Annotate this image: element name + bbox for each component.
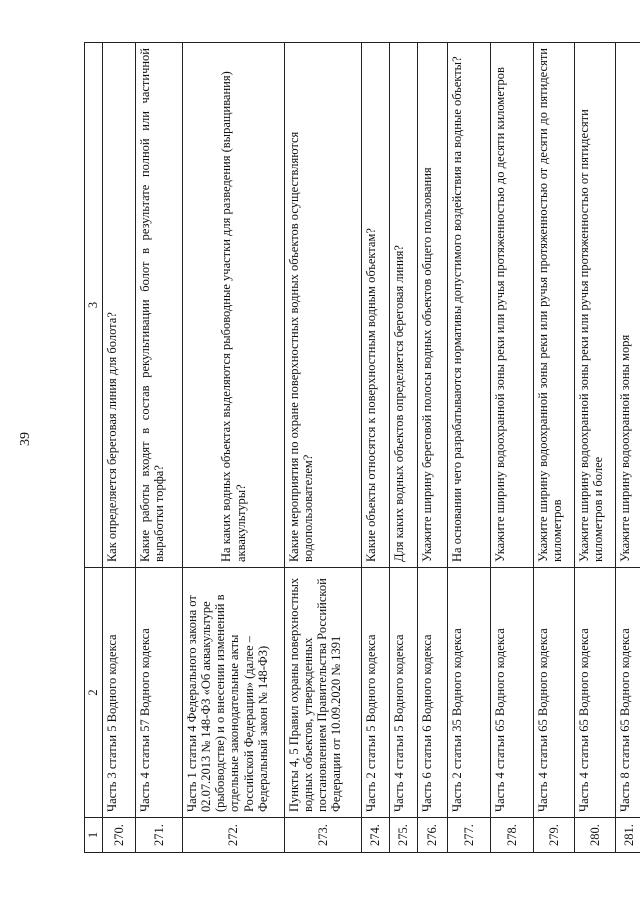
page-number: 39 — [18, 432, 33, 446]
row-basis: Часть 8 статьи 65 Водного кодекса — [616, 568, 640, 818]
row-basis: Часть 1 статьи 4 Федерального закона от 02.07.2013 № 148-ФЗ «Об аквакультуре (рыбоводстве) и о внесении изменений в отдельные законодательные акты Российской Федерации» (далее – Федеральный закон № 148-ФЗ) — [183, 568, 285, 818]
questions-table — [84, 42, 640, 853]
column-header-number: 1 — [85, 818, 103, 853]
row-number: 272. — [183, 818, 285, 853]
table-row — [183, 43, 285, 853]
row-number: 271. — [136, 818, 183, 853]
row-basis: Часть 4 статьи 65 Водного кодекса — [491, 568, 534, 818]
row-number: 274. — [362, 818, 390, 853]
row-question: Для каких водных объектов определяется береговая линия? — [390, 43, 418, 568]
row-question: Укажите ширину береговой полосы водных объектов общего пользования — [418, 43, 448, 568]
row-question: Какие работы входят в состав рекультивации болот в результате полной или частичной выработки торфа? — [136, 43, 183, 568]
table-row — [136, 43, 183, 853]
table-row — [362, 43, 390, 853]
row-number: 278. — [491, 818, 534, 853]
row-number: 270. — [103, 818, 136, 853]
table-row — [418, 43, 448, 853]
row-question: Укажите ширину водоохранной зоны моря — [616, 43, 640, 568]
row-basis: Часть 3 статьи 5 Водного кодекса — [103, 568, 136, 818]
row-number: 279. — [534, 818, 575, 853]
table-row — [103, 43, 136, 853]
row-question: Какие объекты относятся к поверхностным водным объектам? — [362, 43, 390, 568]
row-question: Какие мероприятия по охране поверхностных водных объектов осуществляются водопользователем? — [285, 43, 362, 568]
table-row — [448, 43, 491, 853]
row-question: Как определяется береговая линия для болота? — [103, 43, 136, 568]
rotated-page — [84, 43, 637, 853]
row-basis: Часть 2 статьи 35 Водного кодекса — [448, 568, 491, 818]
table-row — [491, 43, 534, 853]
row-number: 273. — [285, 818, 362, 853]
row-basis: Часть 4 статьи 57 Водного кодекса — [136, 568, 183, 818]
row-number: 280. — [575, 818, 616, 853]
row-basis: Пункты 4, 5 Правил охраны поверхностных водных объектов, утвержденных постановлением Правительства Российской Федерации от 10.09.2020 № 1391 — [285, 568, 362, 818]
table-row — [534, 43, 575, 853]
row-number: 276. — [418, 818, 448, 853]
row-number: 281. — [616, 818, 640, 853]
row-question: На каких водных объектах выделяются рыбоводные участки для разведения (выращивания) аквакультуры? — [183, 43, 285, 568]
table-row — [616, 43, 640, 853]
row-number: 277. — [448, 818, 491, 853]
row-basis: Часть 4 статьи 5 Водного кодекса — [390, 568, 418, 818]
table-row — [390, 43, 418, 853]
table-row — [575, 43, 616, 853]
row-number: 275. — [390, 818, 418, 853]
column-header-question: 3 — [85, 43, 103, 568]
row-basis: Часть 6 статьи 6 Водного кодекса — [418, 568, 448, 818]
column-header-basis: 2 — [85, 568, 103, 818]
row-question: На основании чего разрабатываются нормативы допустимого воздействия на водные объекты? — [448, 43, 491, 568]
table-header-row — [85, 43, 103, 853]
row-basis: Часть 4 статьи 65 Водного кодекса — [575, 568, 616, 818]
row-question: Укажите ширину водоохранной зоны реки или ручья протяженностью от пятидесяти километров и более — [575, 43, 616, 568]
row-question: Укажите ширину водоохранной зоны реки или ручья протяженностью от десяти до пятидесяти километров — [534, 43, 575, 568]
row-basis: Часть 2 статьи 5 Водного кодекса — [362, 568, 390, 818]
table-row — [285, 43, 362, 853]
row-question: Укажите ширину водоохранной зоны реки или ручья протяженностью до десяти километров — [491, 43, 534, 568]
row-basis: Часть 4 статьи 65 Водного кодекса — [534, 568, 575, 818]
